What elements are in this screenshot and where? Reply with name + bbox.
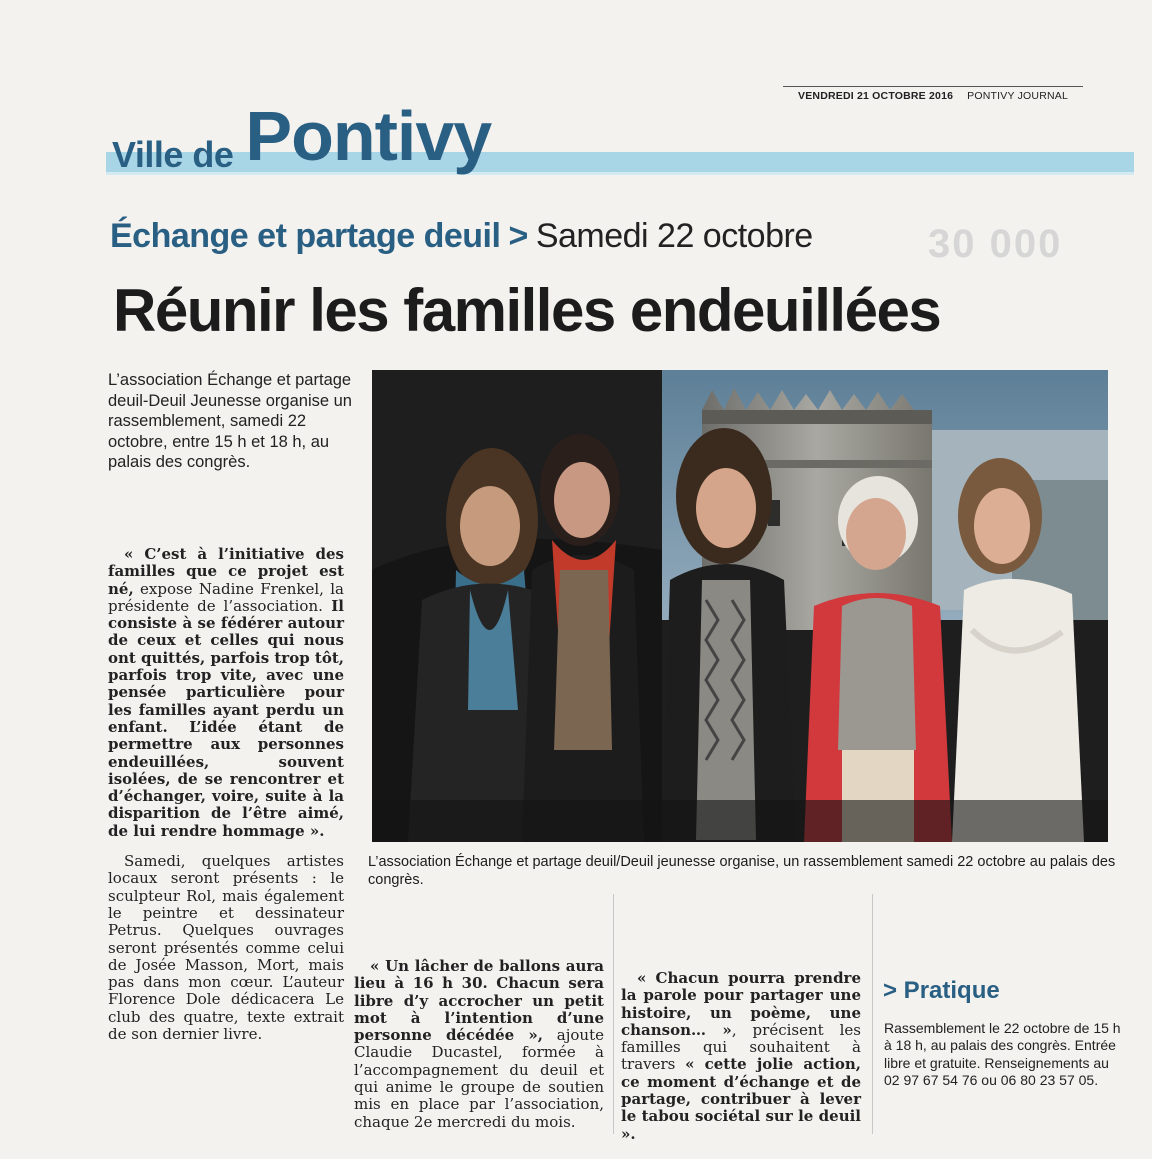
- bleed-through-print: 30 000: [928, 222, 1063, 266]
- quote-2-attribution: ajoute Claudie Ducastel, formée à l’accompagnement du deuil et qui anime le groupe de soutien mis en place par l’association, chaque 2e mercredi du mois.: [354, 1026, 604, 1131]
- quote-2: « Un lâcher de ballons aura lieu à 16 h 30. Chacun sera libre d’y accrocher un petit mot à l’intention d’une personne décédée »,: [354, 957, 604, 1045]
- body-column-2: [354, 900, 604, 1131]
- quote-3: « Chacun pourra prendre la parole pour partager une histoire, un poème, une chanson… »: [621, 969, 861, 1039]
- body-paragraph-1: [108, 546, 344, 840]
- issue-date: VENDREDI 21 OCTOBRE 2016: [798, 90, 954, 102]
- publication-name: PONTIVY JOURNAL: [967, 90, 1068, 102]
- quote-1-b: Il consiste à se fédérer autour de ceux et celles qui nous ont quittés, parfois trop tôt, parfois trop vite, avec une pensée particulière pour les familles ayant perdu un enfant. L’idée étant de permettre aux personnes endeuillées, souvent isolées, de se rencontrer et d’échanger, voire, suite à la disparition de l’être aimé, de lui rendre hommage ».: [108, 596, 345, 840]
- section-city: Pontivy: [245, 97, 492, 175]
- quote-3-attribution: , précisent les familles qui souhaitent à travers: [621, 1020, 861, 1074]
- column-rule-2: [872, 894, 873, 1134]
- article-headline: Réunir les familles endeuillées: [113, 277, 941, 344]
- section-prefix: Ville de: [112, 134, 234, 175]
- dateline: [798, 90, 1068, 102]
- body-paragraph-4: [621, 970, 861, 1143]
- article-rubric: Échange et partage deuil: [110, 217, 501, 255]
- article-lead: [108, 370, 358, 473]
- group-photo-image: [372, 370, 1108, 842]
- column-rule-1: [613, 894, 614, 1134]
- body-column-3: [621, 900, 861, 1143]
- article-photo: [372, 370, 1108, 842]
- body-paragraph-2: Samedi, quelques artistes locaux seront présents : le sculpteur Rol, mais également le peintre et dessinateur Petrus. Quelques ouvrages seront présentés comme celui de Josée Masson, Mort, mais pas dans mon cœur. L’auteur Florence Dole dédicacera Le club des quatre, texte extrait de son dernier livre.: [108, 852, 344, 1044]
- practical-info-box: [884, 1020, 1124, 1089]
- quote-4: « cette jolie action, ce moment d’échange et de partage, contribuer à lever le tabou sociétal sur le deuil ».: [621, 1055, 861, 1143]
- article-kicker: [110, 217, 813, 256]
- kicker-arrow: >: [508, 217, 528, 255]
- event-date: Samedi 22 octobre: [535, 217, 813, 255]
- quote-1-attribution: expose Nadine Frenkel, la présidente de l’association.: [108, 579, 344, 615]
- quote-1-a: « C’est à l’initiative des familles que ce projet est né,: [108, 545, 344, 598]
- body-column-1: [108, 546, 344, 1043]
- caption-text: L’association Échange et partage deuil/Deuil jeunesse organise, un rassemblement samedi 22 octobre au palais des congrès.: [368, 854, 1116, 888]
- photo-caption: [368, 853, 1138, 889]
- practical-info-text: Rassemblement le 22 octobre de 15 h à 18 h, au palais des congrès. Entrée libre et gratuite. Renseignements au 02 97 67 54 76 ou 06 80 23 57 05.: [884, 1020, 1121, 1088]
- body-paragraph-3: [354, 958, 604, 1131]
- practical-info-title: > Pratique: [883, 977, 1000, 1004]
- date-rule: [783, 86, 1083, 87]
- lead-text: L’association Échange et partage deuil-Deuil Jeunesse organise un rassemblement, samedi 22 octobre, entre 15 h et 18 h, au palais des congrès.: [108, 371, 352, 471]
- section-masthead: [112, 96, 491, 176]
